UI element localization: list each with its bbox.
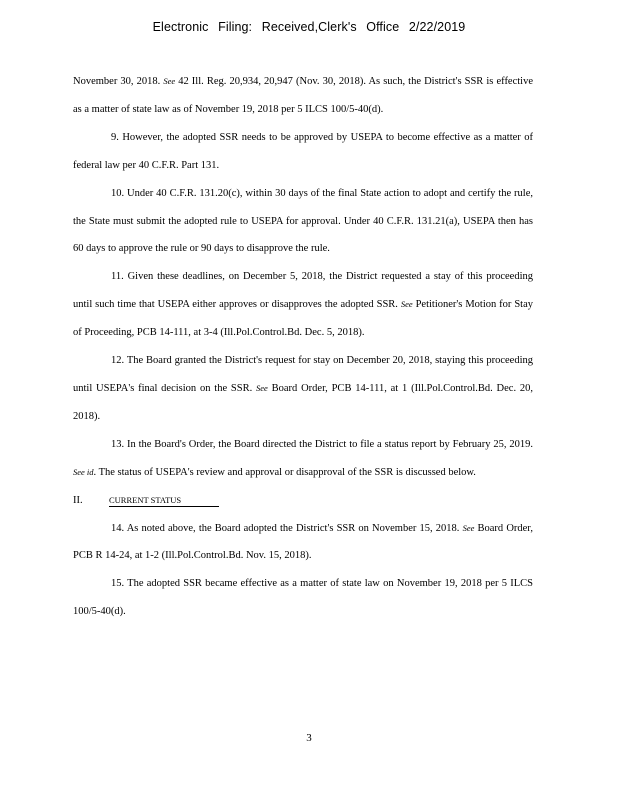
text-run: 12. The Board granted the District's request for stay on December 20, 2018, staying this proceeding until USEPA's final decision on the SSR.	[73, 355, 533, 394]
text-run: 13. In the Board's Order, the Board directed the District to file a status report by February 25, 2019.	[111, 438, 533, 450]
text-run: November 30, 2018.	[73, 76, 161, 87]
citation-signal: See	[163, 76, 176, 86]
citation-signal: See id	[73, 466, 94, 477]
section-heading	[73, 487, 533, 515]
paragraph-11	[73, 263, 533, 347]
paragraph-10: 10. Under 40 C.F.R. 131.20(c), within 30 days of the final State action to adopt and certify the rule, the State must submit the adopted rule to USEPA for approval. Under 40 C.F.R. 131.21(a), USEPA then has 60 days to approve the rule or 90 days to disapprove the rule.	[73, 187, 533, 255]
citation-signal: See	[462, 522, 475, 533]
paragraph-9: 9. However, the adopted SSR needs to be approved by USEPA to become effective as a matter of federal law per 40 C.F.R. Part 131.	[73, 131, 533, 171]
citation-signal: See	[256, 382, 268, 393]
filing-stamp: Electronic Filing: Received,Clerk's Office 2/22/2019	[152, 20, 466, 34]
page-number: 3	[306, 732, 312, 744]
paragraph-15: 15. The adopted SSR became effective as a matter of state law on November 19, 2018 per 5 ILCS 100/5-40(d).	[73, 578, 533, 618]
citation-signal: See	[400, 299, 413, 310]
paragraph-12	[73, 347, 533, 431]
text-run: 11. Given these deadlines, on December 5, 2018, the District requested a stay of this proceeding until such time that USEPA either approves or disapproves the adopted SSR.	[73, 271, 533, 311]
text-run: Petitioner's Motion for Stay of Proceeding, PCB 14-111, at 3-4 (Ill.Pol.Control.Bd. Dec. 5, 2018).	[73, 299, 534, 339]
text-run: 42 Ill. Reg. 20,934, 20,947 (Nov. 30, 2018). As such, the District's SSR is effective as a matter of state law as of November 19, 2018 per 5 ILCS 100/5-40(d).	[73, 76, 534, 115]
text-run: 14. As noted above, the Board adopted the District's SSR on November 15, 2018.	[111, 522, 460, 534]
section-number: II.	[73, 494, 83, 506]
text-run: Board Order, PCB 14-111, at 1 (Ill.Pol.Control.Bd. Dec. 20, 2018).	[73, 382, 534, 422]
document-body	[73, 68, 533, 626]
text-run: . The status of USEPA's review and approval or disapproval of the SSR is discussed below.	[93, 466, 476, 478]
continuation-paragraph	[73, 68, 533, 124]
text-run: Board Order, PCB R 14-24, at 1-2 (Ill.Pol.Control.Bd. Nov. 15, 2018).	[73, 522, 534, 562]
section-title: CURRENT STATUS	[109, 494, 219, 507]
paragraph-14	[73, 515, 533, 571]
paragraph-13	[73, 431, 533, 487]
